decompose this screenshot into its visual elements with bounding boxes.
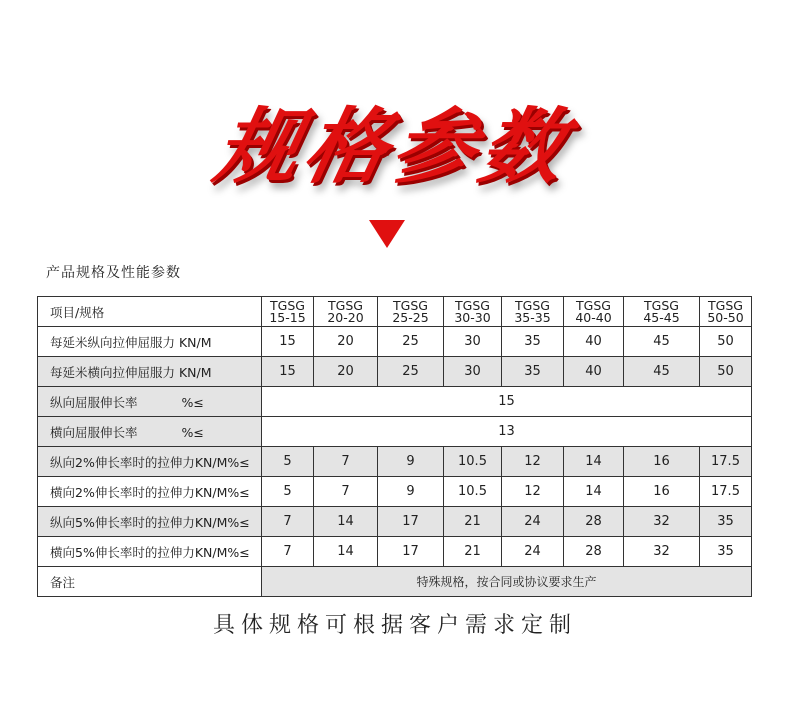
column-header (700, 297, 752, 327)
table-cell: 35 (700, 507, 752, 537)
table-row (38, 327, 752, 357)
row-label-text: 横向屈服伸长率 (50, 424, 138, 440)
spec-table (37, 296, 752, 597)
table-cell: 7 (262, 537, 314, 567)
column-header-line1: TGSG (393, 297, 428, 313)
column-header-line2: 50-50 (707, 309, 744, 325)
column-header-line1: TGSG (515, 297, 550, 313)
header-row (38, 297, 752, 327)
column-header-line2: 25-25 (392, 309, 429, 325)
table-cell: 24 (502, 507, 564, 537)
table-cell: 32 (624, 507, 700, 537)
table-row (38, 387, 752, 417)
column-header (564, 297, 624, 327)
title-banner (0, 78, 790, 203)
table-cell: 16 (624, 447, 700, 477)
row-label: 横向5%伸长率时的拉伸力KN/M%≤ (38, 537, 262, 567)
down-arrow-icon (369, 220, 405, 248)
table-cell: 9 (378, 477, 444, 507)
column-header-line1: TGSG (576, 297, 611, 313)
table-cell: 25 (378, 357, 444, 387)
table-cell: 24 (502, 537, 564, 567)
footer-text: 具体规格可根据客户需求定制 (212, 613, 577, 638)
table-cell: 16 (624, 477, 700, 507)
note-row (38, 567, 752, 597)
table-cell: 10.5 (444, 447, 502, 477)
table-cell: 28 (564, 507, 624, 537)
column-header (262, 297, 314, 327)
table-row (38, 417, 752, 447)
table-cell: 17.5 (700, 477, 752, 507)
table-cell: 30 (444, 327, 502, 357)
column-header-line2: 45-45 (643, 309, 680, 325)
column-header-line2: 40-40 (575, 309, 612, 325)
table-cell: 5 (262, 477, 314, 507)
table-cell: 12 (502, 477, 564, 507)
table-cell: 21 (444, 537, 502, 567)
table-cell: 35 (502, 327, 564, 357)
section-heading: 产品规格及性能参数 (46, 265, 181, 281)
column-header-line1: TGSG (455, 297, 490, 313)
column-header (444, 297, 502, 327)
table-cell: 35 (700, 537, 752, 567)
table-cell: 17 (378, 507, 444, 537)
table-cell: 7 (314, 447, 378, 477)
column-header-line1: TGSG (644, 297, 679, 313)
table-cell: 20 (314, 327, 378, 357)
table-cell: 28 (564, 537, 624, 567)
table-cell: 9 (378, 447, 444, 477)
table-cell: 40 (564, 327, 624, 357)
column-header-line2: 35-35 (514, 309, 551, 325)
table-cell: 45 (624, 327, 700, 357)
row-label (38, 387, 262, 417)
column-header (314, 297, 378, 327)
row-label-unit: %≤ (181, 394, 204, 410)
column-header (502, 297, 564, 327)
table-row (38, 537, 752, 567)
corner-label: 项目/规格 (38, 297, 262, 327)
table-cell: 14 (314, 507, 378, 537)
column-header-line1: TGSG (270, 297, 305, 313)
column-header-line2: 15-15 (269, 309, 306, 325)
note-label: 备注 (38, 567, 262, 597)
table-cell: 30 (444, 357, 502, 387)
table-cell: 32 (624, 537, 700, 567)
row-label: 纵向2%伸长率时的拉伸力KN/M%≤ (38, 447, 262, 477)
table-cell: 17 (378, 537, 444, 567)
row-label: 每延米横向拉伸屈服力 KN/M (38, 357, 262, 387)
note-text: 特殊规格，按合同或协议要求生产 (262, 567, 752, 597)
table-cell: 17.5 (700, 447, 752, 477)
column-header-line2: 30-30 (454, 309, 491, 325)
table-cell: 20 (314, 357, 378, 387)
table-cell: 7 (262, 507, 314, 537)
table-cell: 50 (700, 357, 752, 387)
column-header-line1: TGSG (328, 297, 363, 313)
row-label-text: 纵向屈服伸长率 (50, 394, 138, 410)
table-cell: 15 (262, 327, 314, 357)
table-row (38, 507, 752, 537)
row-label: 纵向5%伸长率时的拉伸力KN/M%≤ (38, 507, 262, 537)
row-label: 每延米纵向拉伸屈服力 KN/M (38, 327, 262, 357)
table-cell: 12 (502, 447, 564, 477)
column-header (624, 297, 700, 327)
merged-cell: 15 (262, 387, 752, 417)
banner-title: 规格参数 (207, 100, 580, 195)
table-cell: 35 (502, 357, 564, 387)
column-header (378, 297, 444, 327)
merged-cell: 13 (262, 417, 752, 447)
table-cell: 7 (314, 477, 378, 507)
column-header-line2: 20-20 (327, 309, 364, 325)
table-row (38, 447, 752, 477)
column-header-line1: TGSG (708, 297, 743, 313)
row-label: 横向2%伸长率时的拉伸力KN/M%≤ (38, 477, 262, 507)
table-cell: 10.5 (444, 477, 502, 507)
table-cell: 25 (378, 327, 444, 357)
table-cell: 14 (564, 447, 624, 477)
table-row (38, 357, 752, 387)
table-cell: 45 (624, 357, 700, 387)
table-cell: 14 (314, 537, 378, 567)
table-cell: 14 (564, 477, 624, 507)
table-cell: 40 (564, 357, 624, 387)
row-label-unit: %≤ (181, 424, 204, 440)
table-cell: 5 (262, 447, 314, 477)
table-row (38, 477, 752, 507)
table-cell: 50 (700, 327, 752, 357)
table-cell: 21 (444, 507, 502, 537)
table-cell: 15 (262, 357, 314, 387)
row-label (38, 417, 262, 447)
